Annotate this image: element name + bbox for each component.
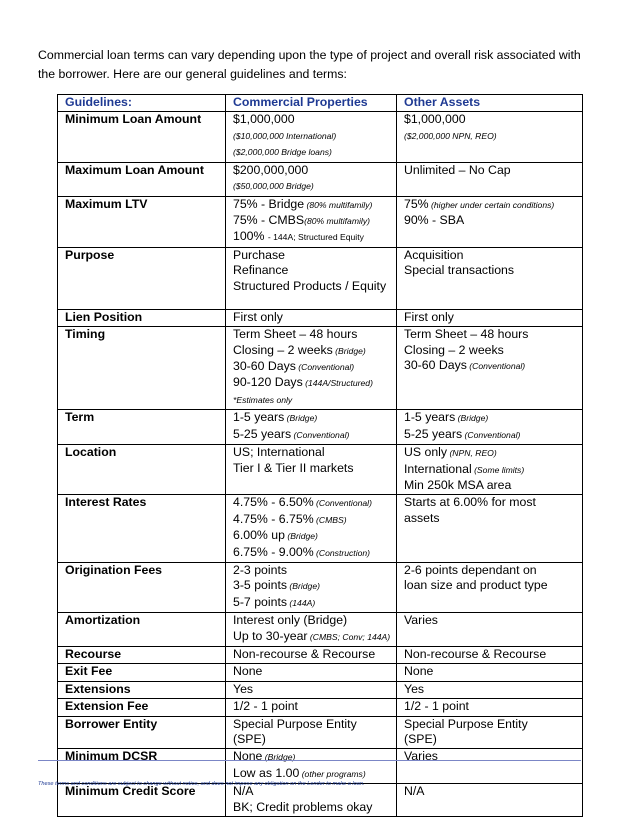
- commercial-properties-cell: [226, 562, 397, 612]
- table-row: [58, 112, 583, 162]
- table-row: [58, 613, 583, 647]
- row-label: Exit Fee: [58, 664, 226, 681]
- other-assets-cell: [397, 445, 583, 495]
- cell-line: [404, 343, 580, 358]
- cell-line: [233, 229, 394, 245]
- cell-line-text: 4.75% - 6.75%: [233, 511, 314, 526]
- cell-line: [404, 213, 580, 228]
- footer-disclaimer: These terms and conditions are subject to change without notice, and does not impose any obligation on the Lender to make a loan.: [38, 781, 365, 787]
- cell-line-text: assets: [404, 510, 440, 525]
- cell-line-note: (144A): [287, 597, 316, 608]
- cell-line: [404, 462, 580, 478]
- table-row: [58, 247, 583, 309]
- cell-line: [233, 664, 394, 679]
- cell-line: [233, 128, 394, 144]
- commercial-properties-cell: [226, 664, 397, 681]
- other-assets-cell: [397, 613, 583, 647]
- cell-line-text: Varies: [404, 749, 438, 764]
- cell-line-text: $200,000,000: [233, 162, 309, 177]
- cell-line: [233, 197, 394, 213]
- cell-line-text: Closing – 2 weeks: [404, 342, 504, 357]
- table-row: [58, 562, 583, 612]
- cell-line-text: Yes: [404, 681, 425, 696]
- cell-line-note: (Bridge): [332, 345, 366, 356]
- cell-line-text: 30-60 Days: [233, 359, 296, 374]
- row-label: Minimum Credit Score: [58, 784, 226, 817]
- cell-line-note: (higher under certain conditions): [428, 199, 555, 210]
- row-label: Interest Rates: [58, 495, 226, 563]
- row-label: Purpose: [58, 247, 226, 309]
- cell-line-text: 75% - CMBS: [233, 213, 305, 228]
- cell-line-text: ($2,000,000 Bridge loans): [233, 147, 332, 158]
- cell-line-text: Unlimited – No Cap: [404, 162, 511, 177]
- cell-line-text: ($2,000,000 NPN, REO): [404, 130, 497, 141]
- cell-line: [233, 213, 394, 229]
- cell-line-text: N/A: [233, 784, 254, 799]
- cell-line: [233, 327, 394, 342]
- cell-line-note: (144A/Structured): [302, 378, 373, 389]
- cell-line: [404, 784, 580, 799]
- cell-line-text: Structured Products / Equity: [233, 278, 387, 293]
- row-label: Location: [58, 445, 226, 495]
- cell-line: [233, 595, 394, 611]
- cell-line-text: Special transactions: [404, 263, 515, 278]
- header-guidelines: Guidelines:: [58, 95, 226, 112]
- table-row: [58, 681, 583, 698]
- cell-line-text: First only: [233, 309, 283, 324]
- cell-line: [233, 629, 394, 645]
- cell-line: [404, 263, 580, 278]
- loan-terms-table: [57, 94, 583, 817]
- cell-line: [233, 445, 394, 460]
- other-assets-cell: [397, 162, 583, 196]
- cell-line-note: - 144A; Structured Equity: [267, 232, 364, 243]
- cell-line: [233, 528, 394, 544]
- cell-line: [404, 495, 580, 510]
- commercial-properties-cell: [226, 196, 397, 247]
- cell-line-note: (Construction): [313, 547, 371, 558]
- commercial-properties-cell: [226, 613, 397, 647]
- row-label: Minimum Loan Amount: [58, 112, 226, 162]
- cell-line-note: (CMBS; Conv; 144A): [307, 631, 391, 642]
- commercial-properties-cell: [226, 162, 397, 196]
- header-commercial-properties: Commercial Properties: [226, 95, 397, 112]
- row-label: Minimum DCSR: [58, 749, 226, 784]
- commercial-properties-cell: [226, 646, 397, 663]
- table-row: [58, 410, 583, 445]
- commercial-properties-cell: [226, 749, 397, 784]
- cell-line-text: None: [404, 664, 434, 679]
- cell-line-text: ($10,000,000 International): [233, 130, 337, 141]
- cell-line: [233, 163, 394, 178]
- table-row: [58, 445, 583, 495]
- commercial-properties-cell: [226, 327, 397, 410]
- cell-line-text: US; International: [233, 445, 325, 460]
- table-row: [58, 699, 583, 716]
- cell-line-note: (Conventional): [313, 498, 372, 509]
- cell-line: [404, 427, 580, 443]
- cell-line-text: None: [233, 664, 263, 679]
- cell-line-note: (Bridge): [284, 413, 318, 424]
- cell-line-text: 1-5 years: [404, 410, 456, 425]
- cell-line: [404, 358, 580, 374]
- table-header-row: [58, 95, 583, 112]
- cell-line-text: 5-7 points: [233, 594, 288, 609]
- intro-paragraph: Commercial loan terms can vary depending upon the type of project and overall risk associated with the borrower. Here are our general guidelines and terms:: [38, 48, 581, 81]
- cell-line-text: 1-5 years: [233, 410, 285, 425]
- cell-line: [233, 427, 394, 443]
- cell-line-text: 75%: [404, 196, 429, 211]
- cell-line-note: (80% multifamily): [304, 216, 370, 227]
- cell-line-note: (Bridge): [284, 531, 318, 542]
- row-label: Extensions: [58, 681, 226, 698]
- cell-line: [233, 766, 394, 782]
- cell-line-text: $1,000,000: [404, 112, 466, 127]
- cell-line-text: Term Sheet – 48 hours: [233, 327, 358, 342]
- cell-line: [233, 248, 394, 263]
- cell-line-text: Starts at 6.00% for most: [404, 495, 536, 510]
- cell-line: [404, 128, 580, 144]
- commercial-properties-cell: [226, 410, 397, 445]
- cell-line-text: 1/2 - 1 point: [233, 699, 298, 714]
- other-assets-cell: [397, 681, 583, 698]
- cell-line-text: BK; Credit problems okay: [233, 799, 373, 814]
- table-row: [58, 716, 583, 749]
- row-label: Origination Fees: [58, 562, 226, 612]
- cell-line: [233, 682, 394, 697]
- cell-line-text: None: [233, 749, 263, 764]
- cell-line-note: (Conventional): [466, 361, 526, 372]
- cell-line-note: (Bridge): [287, 581, 320, 592]
- other-assets-cell: [397, 646, 583, 663]
- cell-line: [233, 647, 394, 662]
- cell-line-text: Low as 1.00: [233, 765, 300, 780]
- cell-line-text: Special Purpose Entity: [233, 716, 357, 731]
- cell-line: [404, 664, 580, 679]
- other-assets-cell: [397, 196, 583, 247]
- row-label: Maximum Loan Amount: [58, 162, 226, 196]
- commercial-properties-cell: [226, 112, 397, 162]
- row-label: Extension Fee: [58, 699, 226, 716]
- cell-line: [233, 279, 394, 294]
- cell-line-note: (Conventional): [295, 362, 355, 373]
- commercial-properties-cell: [226, 716, 397, 749]
- table-row: [58, 196, 583, 247]
- cell-line: [233, 563, 394, 578]
- row-label: Borrower Entity: [58, 716, 226, 749]
- commercial-properties-cell: [226, 681, 397, 698]
- cell-line: [233, 613, 394, 628]
- cell-line-text: 5-25 years: [404, 426, 463, 441]
- cell-line: [404, 112, 580, 127]
- other-assets-cell: [397, 716, 583, 749]
- cell-line-text: Acquisition: [404, 247, 464, 262]
- other-assets-cell: [397, 247, 583, 309]
- cell-line-text: Interest only (Bridge): [233, 613, 348, 628]
- cell-line-text: $1,000,000: [233, 112, 295, 127]
- cell-line: [233, 545, 394, 561]
- cell-line-text: 3-5 points: [233, 578, 288, 593]
- cell-line-text: Special Purpose Entity: [404, 716, 528, 731]
- cell-line-text: First only: [404, 309, 454, 324]
- cell-line: [404, 699, 580, 714]
- cell-line-text: Refinance: [233, 263, 289, 278]
- cell-line: [404, 327, 580, 342]
- commercial-properties-cell: [226, 784, 397, 817]
- cell-line: [233, 359, 394, 375]
- cell-line-text: 30-60 Days: [404, 358, 467, 373]
- cell-line-text: 4.75% - 6.50%: [233, 495, 314, 510]
- table-row: [58, 664, 583, 681]
- row-label: Recourse: [58, 646, 226, 663]
- other-assets-cell: [397, 562, 583, 612]
- cell-line: [404, 478, 580, 493]
- table-row: [58, 495, 583, 563]
- cell-line-text: Closing – 2 weeks: [233, 342, 333, 357]
- cell-line-note: (NPN, REO): [447, 448, 497, 459]
- cell-line-text: 2-6 points dependant on: [404, 562, 537, 577]
- cell-line-text: Term Sheet – 48 hours: [404, 327, 529, 342]
- table-row: [58, 162, 583, 196]
- cell-line-text: 5-25 years: [233, 426, 292, 441]
- cell-line-text: Varies: [404, 613, 438, 628]
- other-assets-cell: [397, 112, 583, 162]
- cell-line: [404, 563, 580, 578]
- commercial-properties-cell: [226, 309, 397, 326]
- cell-line-note: (CMBS): [313, 514, 347, 525]
- cell-line: [404, 511, 580, 526]
- cell-line-text: US only: [404, 445, 448, 460]
- cell-line: [233, 461, 394, 476]
- cell-line: [404, 647, 580, 662]
- cell-line-text: 90% - SBA: [404, 213, 465, 228]
- cell-line-text: (SPE): [404, 732, 437, 746]
- table-row: [58, 749, 583, 784]
- cell-line: [233, 392, 394, 408]
- cell-line-text: 6.00% up: [233, 528, 285, 543]
- cell-line-note: (Some limits): [471, 464, 525, 475]
- commercial-properties-cell: [226, 247, 397, 309]
- cell-line-note: (Conventional): [291, 429, 350, 440]
- cell-line: [233, 410, 394, 426]
- cell-line: [404, 578, 580, 593]
- cell-line-text: Min 250k MSA area: [404, 477, 512, 492]
- cell-line: [404, 717, 580, 732]
- cell-line: [233, 112, 394, 127]
- other-assets-cell: [397, 784, 583, 817]
- row-label: Maximum LTV: [58, 196, 226, 247]
- cell-line-text: Non-recourse & Recourse: [404, 646, 547, 661]
- cell-line: [404, 248, 580, 263]
- cell-line: [233, 717, 394, 732]
- row-label: Lien Position: [58, 309, 226, 326]
- header-other-assets: Other Assets: [397, 95, 583, 112]
- row-label: Amortization: [58, 613, 226, 647]
- cell-line-text: ($50,000,000 Bridge): [233, 181, 314, 192]
- cell-line-note: (other programs): [299, 768, 366, 779]
- other-assets-cell: [397, 309, 583, 326]
- cell-line-text: Non-recourse & Recourse: [233, 646, 376, 661]
- cell-line: [404, 732, 580, 747]
- cell-line: [233, 178, 394, 194]
- other-assets-cell: [397, 327, 583, 410]
- row-label: Timing: [58, 327, 226, 410]
- cell-line-text: Purchase: [233, 247, 285, 262]
- cell-line-note: (Bridge): [262, 752, 296, 763]
- cell-line-text: 90-120 Days: [233, 375, 303, 390]
- cell-line: [233, 512, 394, 528]
- cell-line: [233, 343, 394, 359]
- cell-line-note: (Conventional): [462, 429, 521, 440]
- cell-line-text: (SPE): [233, 732, 266, 746]
- cell-line-note: (80% multifamily): [304, 199, 373, 210]
- table-row: [58, 646, 583, 663]
- cell-line-text: 6.75% - 9.00%: [233, 544, 314, 559]
- cell-line: [233, 800, 394, 815]
- cell-line: [233, 699, 394, 714]
- cell-line-text: 75% - Bridge: [233, 196, 305, 211]
- commercial-properties-cell: [226, 495, 397, 563]
- cell-line: [404, 410, 580, 426]
- other-assets-cell: [397, 699, 583, 716]
- cell-line-text: loan size and product type: [404, 578, 548, 593]
- cell-line: [233, 144, 394, 160]
- cell-line: [233, 375, 394, 391]
- cell-line-text: Yes: [233, 681, 254, 696]
- cell-line-text: International: [404, 461, 472, 476]
- cell-line-text: Tier I & Tier II markets: [233, 460, 354, 475]
- cell-line: [404, 749, 580, 764]
- cell-line-text: 1/2 - 1 point: [404, 699, 469, 714]
- cell-line: [404, 613, 580, 628]
- cell-line: [404, 682, 580, 697]
- cell-line: [404, 310, 580, 325]
- other-assets-cell: [397, 664, 583, 681]
- other-assets-cell: [397, 749, 583, 784]
- cell-line: [404, 197, 580, 213]
- other-assets-cell: [397, 410, 583, 445]
- table-row: [58, 327, 583, 410]
- table-row: [58, 309, 583, 326]
- table-row: [58, 784, 583, 817]
- commercial-properties-cell: [226, 699, 397, 716]
- cell-line: [404, 445, 580, 461]
- cell-line-text: *Estimates only: [233, 394, 293, 405]
- cell-line-text: 100%: [233, 229, 268, 244]
- row-label: Term: [58, 410, 226, 445]
- cell-line: [233, 578, 394, 594]
- cell-line: [233, 495, 394, 511]
- cell-line-text: N/A: [404, 784, 425, 799]
- other-assets-cell: [397, 495, 583, 563]
- cell-line-text: 2-3 points: [233, 562, 288, 577]
- cell-line-text: Up to 30-year: [233, 628, 308, 643]
- cell-line-note: (Bridge): [455, 413, 489, 424]
- cell-line: [233, 749, 394, 765]
- cell-line: [233, 310, 394, 325]
- commercial-properties-cell: [226, 445, 397, 495]
- footer-divider: [38, 760, 581, 761]
- cell-line: [233, 263, 394, 278]
- cell-line: [233, 732, 394, 747]
- cell-line: [404, 163, 580, 178]
